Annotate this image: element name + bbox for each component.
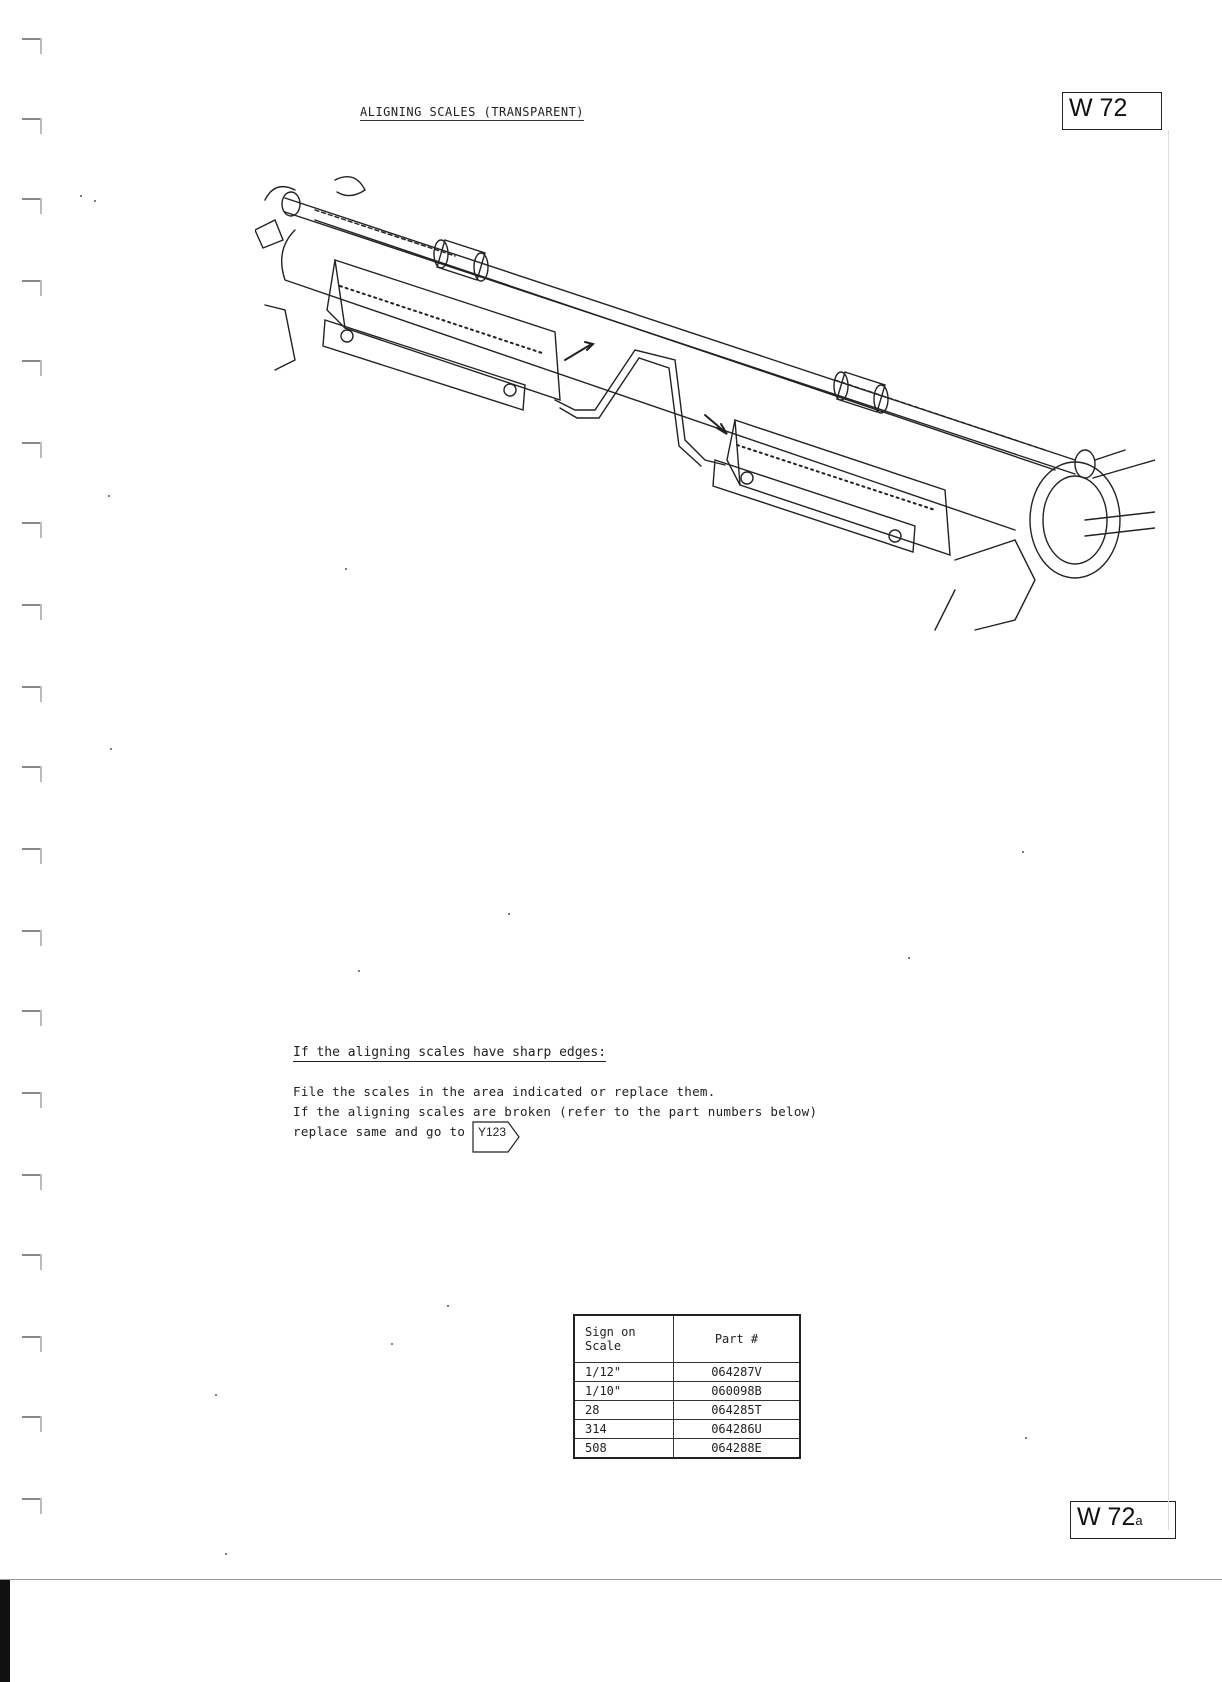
instruction-line-3: replace same and go to [293,1124,466,1139]
row-sign: 1/12" [574,1363,674,1382]
goto-reference-label: Y123 [478,1125,507,1139]
row-part: 064285T [674,1401,801,1420]
table-row [574,1363,800,1382]
column-header-part: Part # [674,1315,801,1363]
page-title: ALIGNING SCALES (TRANSPARENT) [360,105,585,119]
instruction-line-1: File the scales in the area indicated or replace them. [293,1084,716,1099]
paper-bail-wire [555,350,725,466]
page-code-bottom-suffix: a [1135,1513,1143,1528]
page-code-bottom-main: W 72 [1077,1503,1136,1531]
row-part: 064286U [674,1420,801,1439]
rear-guide-rod [285,198,1075,474]
aligning-scale-left [323,260,560,410]
page-bottom-edge [0,1579,1222,1580]
column-header-sign: Sign on Scale [574,1315,674,1363]
table-row [574,1401,800,1420]
left-knob [255,187,295,248]
indicator-arrows [565,342,727,434]
row-sign: 28 [574,1401,674,1420]
platen-cylinder [282,220,1155,578]
table-row [574,1382,800,1401]
row-sign: 314 [574,1420,674,1439]
row-part: 060098B [674,1382,801,1401]
table-row [574,1439,800,1459]
table-row [574,1420,800,1439]
row-part: 064288E [674,1439,801,1459]
sharp-edges-heading: If the aligning scales have sharp edges: [293,1045,607,1060]
rod-bushing-right [834,372,888,413]
instruction-line-2: If the aligning scales are broken (refer to the part numbers below) [293,1104,818,1119]
platen-illustration [255,160,1155,684]
parts-table [573,1314,801,1459]
table-header-row [574,1315,800,1363]
scan-shadow-bar [0,1580,10,1682]
page-code-bottom [1070,1501,1176,1539]
rod-bushing-left [434,240,488,281]
row-sign: 1/10" [574,1382,674,1401]
row-part: 064287V [674,1363,801,1382]
goto-reference-tag[interactable] [472,1121,520,1153]
side-frame-bracket [955,540,1035,630]
left-lever [265,305,295,370]
scan-edge-line [1168,130,1169,1530]
aligning-scale-right [713,420,950,555]
rotate-arrow-icon [335,177,365,196]
page-code-top: W 72 [1062,92,1162,130]
row-sign: 508 [574,1439,674,1459]
